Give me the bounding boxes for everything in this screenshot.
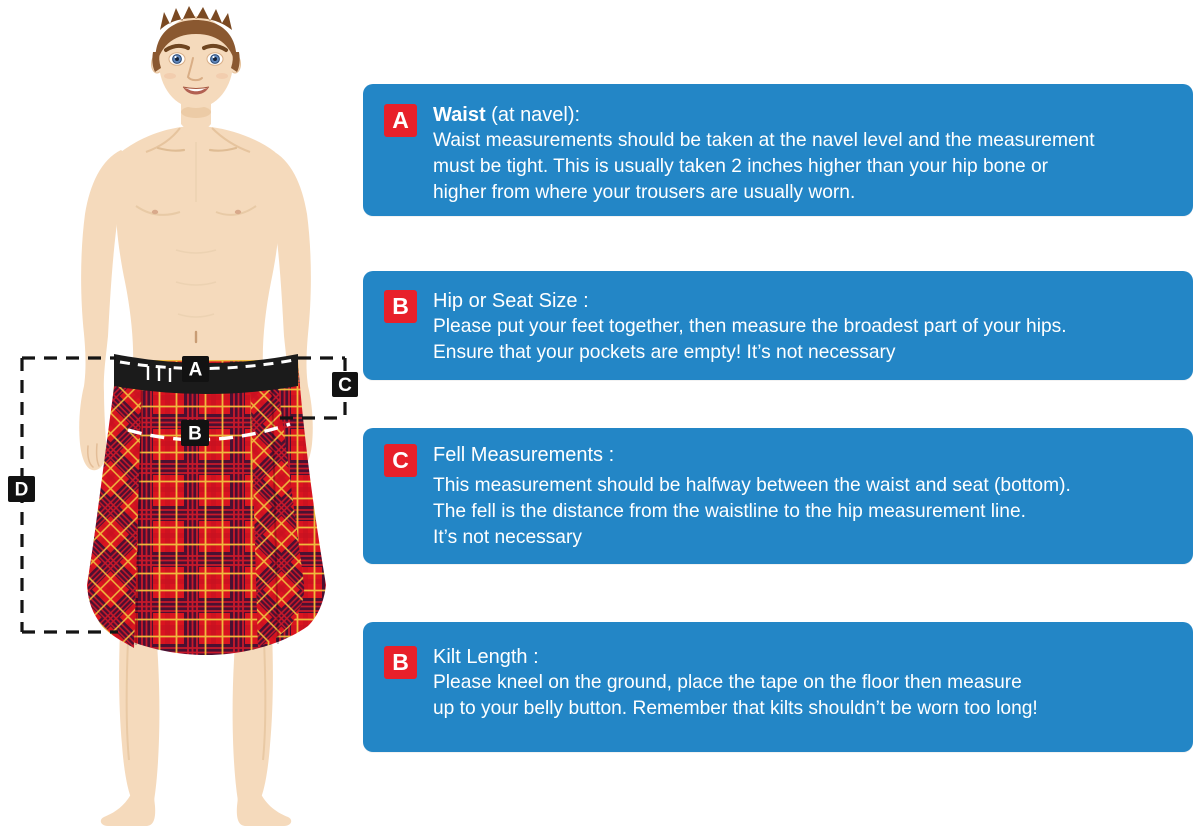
- torso: [116, 92, 281, 368]
- badge-length-letter: B: [392, 649, 409, 675]
- info-box-length: [363, 622, 1193, 752]
- badge-waist: [384, 104, 417, 137]
- hip-text-line: Ensure that your pockets are empty! It’s not necessary: [433, 342, 896, 363]
- info-box-hip: [363, 271, 1193, 380]
- waist-text-line: higher from where your trousers are usually worn.: [433, 182, 856, 203]
- badge-waist-letter: A: [392, 107, 409, 133]
- waist-title: Waist (at navel):: [433, 104, 581, 126]
- fell-text-line: The fell is the distance from the waistline to the hip measurement line.: [433, 501, 1026, 522]
- marker-hip: B: [188, 423, 202, 445]
- badge-length: [384, 646, 417, 679]
- length-text-line: up to your belly button. Remember that kilts shouldn’t be worn too long!: [433, 698, 1038, 719]
- marker-length: D: [14, 479, 29, 501]
- badge-hip-letter: B: [392, 293, 409, 319]
- head: [152, 6, 241, 108]
- marker-fell: C: [338, 375, 352, 396]
- waist-text-line: must be tight. This is usually taken 2 inches higher than your hip bone or: [433, 156, 1049, 177]
- info-box-waist: [363, 84, 1193, 216]
- marker-waist: A: [188, 359, 203, 381]
- waist-text-line: Waist measurements should be taken at the navel level and the measurement: [433, 130, 1095, 151]
- length-title: Kilt Length :: [433, 646, 539, 668]
- fell-title: Fell Measurements :: [433, 444, 615, 466]
- fell-text-line: It’s not necessary: [433, 527, 582, 548]
- badge-fell-letter: C: [392, 447, 409, 473]
- badge-hip: [384, 290, 417, 323]
- info-panel: [363, 0, 1193, 832]
- kilt: [87, 354, 326, 655]
- length-text-line: Please kneel on the ground, place the tape on the floor then measure: [433, 672, 1022, 693]
- fell-text-line: This measurement should be halfway between the waist and seat (bottom).: [433, 475, 1071, 496]
- hip-text-line: Please put your feet together, then measure the broadest part of your hips.: [433, 316, 1067, 337]
- kilt-figure-svg: [0, 0, 362, 832]
- badge-fell: [384, 444, 417, 477]
- figure-illustration: [0, 0, 362, 832]
- info-box-fell: [363, 428, 1193, 564]
- hip-title: Hip or Seat Size :: [433, 290, 589, 312]
